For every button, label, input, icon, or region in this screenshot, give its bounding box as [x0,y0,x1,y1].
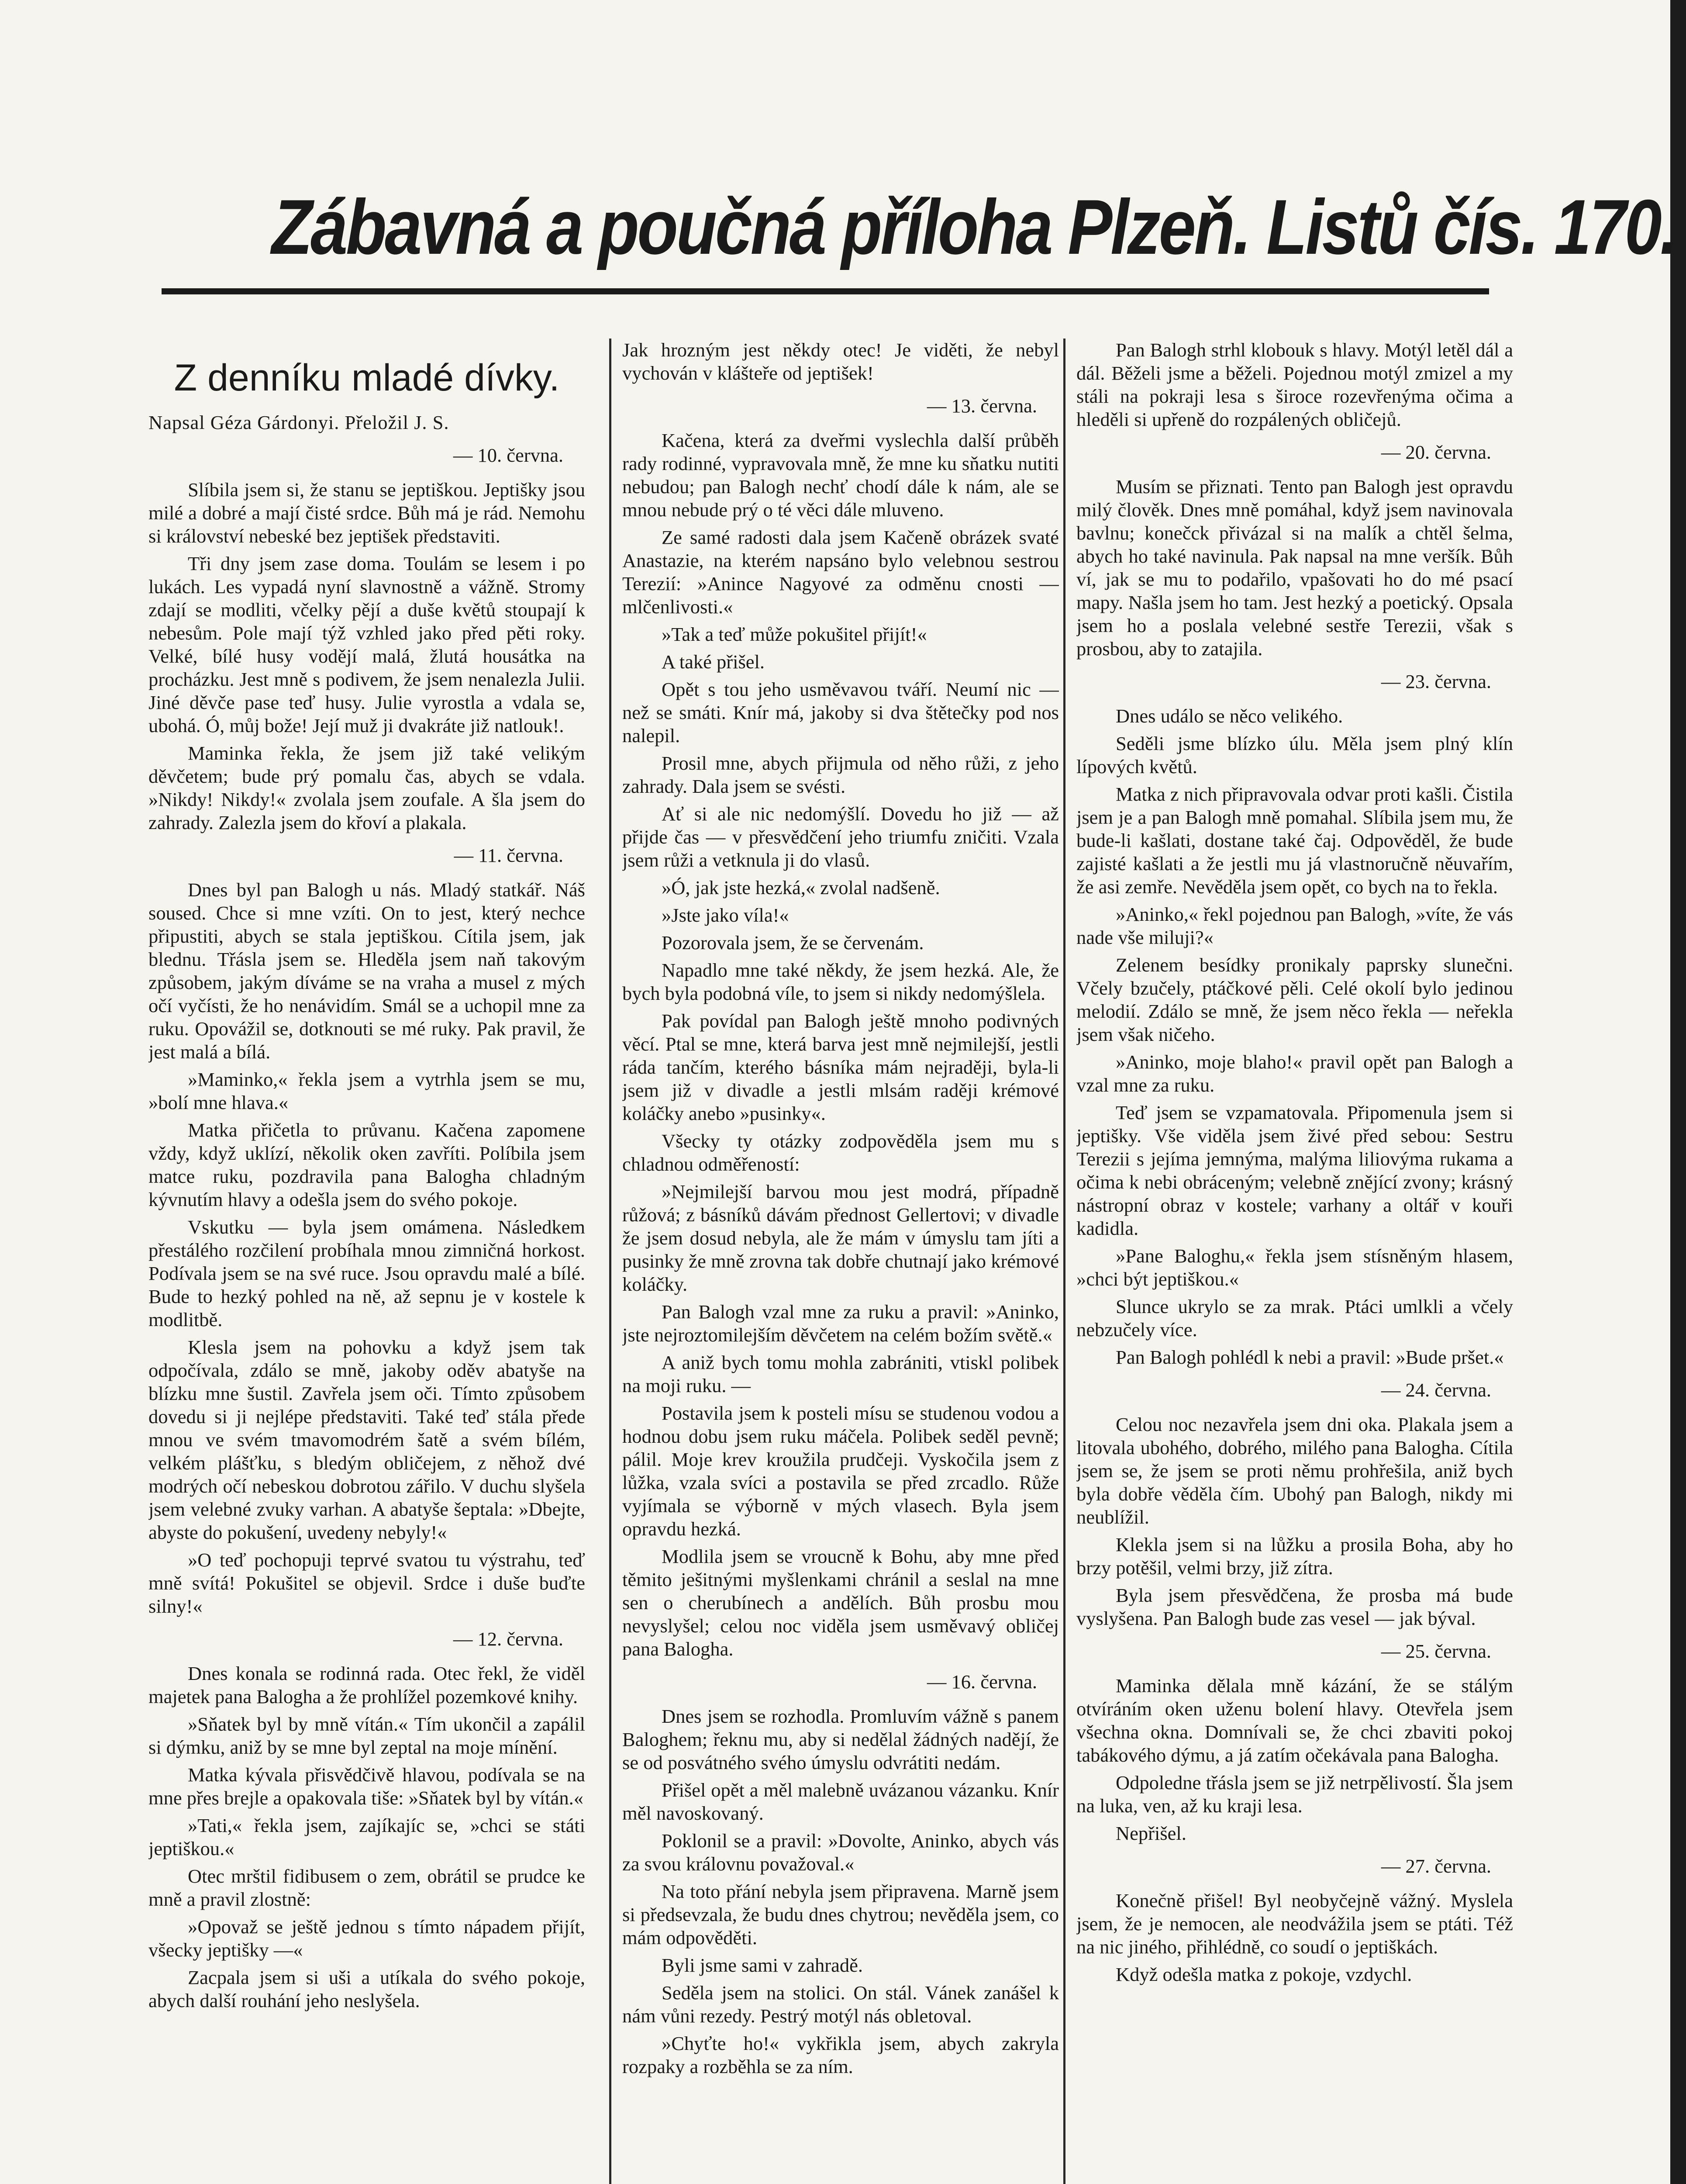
paragraph: Nepřišel. [1116,1822,1186,1844]
paragraph: Všecky ty otázky zodpověděla jsem mu s chladnou odměřeností: [622,1130,1059,1175]
page-edge-shadow [1670,0,1686,2184]
paragraph: Postavila jsem k posteli mísu se studenou vodou a hodnou dobu jsem ruku máčela. Polibek seděl pevně; pálil. Moje krev kroužila prudčeji. Vyskočila jsem z lůžka, vzala svíci a postavila se před zrcadlo. Růže vyjímala se výborně v mých vlasech. Byla jsem opravdu hezká. [622,1402,1059,1540]
paragraph: Dnes konala se rodinná rada. Otec řekl, že viděl majetek pana Balogha a že prohlížel pozemkové knihy. [148,1662,585,1707]
paragraph: Dnes jsem se rozhodla. Promluvím vážně s panem Baloghem; řeknu mu, aby si nedělal žádných nadějí, že se od posvátného svého úmyslu odvrátiti nedám. [622,1705,1059,1773]
paragraph: »Aninko,« řekl pojednou pan Balogh, »víte, že vás nade vše miluji?« [1076,903,1513,948]
paragraph: Jak hrozným jest někdy otec! Je viděti, že nebyl vychován v klášteře od jeptišek! [622,339,1059,384]
paragraph: Musím se přiznati. Tento pan Balogh jest opravdu milý člověk. Dnes mně pomáhal, když jsem navinovala bavlnu; konečck přivázal si na malík a chtěl šelma, abych ho také navinula. Pak napsal na mne veršík. Bůh ví, jak se mu to podařilo, vpašovati ho do mé psací mapy. Našla jsem ho tam. Jest hezký a poetický. Opsala jsem ho a poslala velebné sestře Terezii, však s prosbou, aby to zatajila. [1076,476,1513,660]
paragraph: Matka kývala přisvědčivě hlavou, podívala se na mne přes brejle a opakovala tiše: »Sňatek byl by vítán.« [148,1764,585,1809]
paragraph: Napadlo mne také někdy, že jsem hezká. Ale, že bych byla podobná víle, to jsem si nikdy nedomýšlela. [622,959,1059,1004]
column-divider [1063,339,1065,2184]
paragraph: Vskutku — byla jsem omámena. Následkem přestálého rozčilení probíhala mnou zimničná horkost. Podívala jsem se na své ruce. Jsou opravdu malé a bílé. Bude to hezký pohled na ně, až sepnu je v kostele k modlitbě. [148,1216,585,1330]
paragraph: »Maminko,« řekla jsem a vytrhla jsem se mu, »bolí mne hlava.« [148,1068,585,1113]
paragraph: Seděla jsem na stolici. On stál. Vánek zanášel k nám vůni rezedy. Pestrý motýl nás obletoval. [622,1982,1059,2027]
paragraph: »Pane Baloghu,« řekla jsem stísněným hlasem, »chci být jeptiškou.« [1076,1245,1513,1290]
paragraph: Byla jsem přesvědčena, že prosba má bude vyslyšena. Pan Balogh bude zas vesel — jak býval. [1076,1584,1513,1629]
paragraph: »Aninko, moje blaho!« pravil opět pan Balogh a vzal mne za ruku. [1076,1051,1513,1096]
column-divider [609,339,611,2184]
paragraph: A také přišel. [662,651,765,673]
paragraph: Matka z nich připravovala odvar proti kašli. Čistila jsem je a pan Balogh mně pomahal. Slíbila jsem mu, že bude-li kašlati, dostane také čaj. Odpověděl, že bude zajisté kašlati a že jestli mu já vlastnoručně něuvařím, že asi zemře. Nevěděla jsem opět, co bych na to řekla. [1076,783,1513,898]
paragraph: Na toto přání nebyla jsem připravena. Marně jsem si předsevzala, že budu dnes chytrou; nevěděla jsem, co mám odpověděti. [622,1880,1059,1949]
paragraph: Pozorovala jsem, že se červenám. [662,932,924,954]
paragraph: »Tak a teď může pokušitel přijít!« [662,623,927,645]
paragraph: Prosil mne, abych přijmula od něho růži, z jeho zahrady. Dala jsem se svésti. [622,752,1059,797]
column-1-text [148,444,585,2012]
paragraph: Když odešla matka z pokoje, vzdychl. [1116,1963,1412,1985]
paragraph: »Jste jako víla!« [662,904,789,926]
paragraph: Poklonil se a pravil: »Dovolte, Aninko, abych vás za svou královnu považoval.« [622,1830,1059,1875]
paragraph: Přišel opět a měl malebně uvázanou vázanku. Knír měl navoskovaný. [622,1779,1059,1824]
paragraph: Slíbila jsem si, že stanu se jeptiškou. Jeptišky jsou milé a dobré a mají čisté srdce. Bůh má je rád. Nemohu si království nebeské bez jeptišek představiti. [148,479,585,547]
column-2-text [622,339,1059,2078]
masthead [157,173,1677,290]
paragraph: Dnes byl pan Balogh u nás. Mladý statkář. Náš soused. Chce si mne vzíti. On to jest, který nechce připustiti, abych se stala jeptiškou. Cítila jsem, jak blednu. Třásla jsem se. Hleděla jsem naň takovým způsobem, jakým díváme se na vraha a musel z mých očí vyčísti, že ho nenávidím. Smál se a uchopil mne za ruku. Opovážil se, dotknouti se mé ruky. Pak pravil, že jest malá a bílá. [148,879,585,1063]
diary-date: — 25. června. [1381,1640,1491,1662]
column-3-text [1076,339,1513,1986]
paragraph: Opět s tou jeho usměvavou tváří. Neumí nic — než se smáti. Knír má, jakoby si dva štětečky pod nos nalepil. [622,678,1059,746]
paragraph: Maminka řekla, že jsem již také velikým děvčetem; bude prý pomalu čas, abych se vdala. »Nikdy! Nikdy!« zvolala jsem zoufale. A šla jsem do zahrady. Zalezla jsem do křoví a plakala. [148,742,585,833]
paragraph: Seděli jsme blízko úlu. Měla jsem plný klín lípových květů. [1076,733,1513,778]
paragraph: Zacpala jsem si uši a utíkala do svého pokoje, abych další rouhání jeho neslyšela. [148,1966,585,2011]
paragraph: »Nejmilejší barvou mou jest modrá, případně růžová; z básníků dávám přednost Gellertovi; v divadle že jsem dosud nebyla, ale že mám v úmyslu tam jíti a pusinky že mně zrovna tak dobře chutnají jako krémové koláčky. [622,1181,1059,1295]
paragraph: Tři dny jsem zase doma. Toulám se lesem i po lukách. Les vypadá nyní slavnostně a vážně. Stromy zdají se modliti, včelky pějí a duše květů stoupají k nebesům. Pole mají týž vzhled jako před pěti roky. Velké, bílé husy vodějí malá, žlutá housátka na procházku. Jest mně s podivem, že jsem nenalezla Julii. Jiné děvče pase teď husy. Julie vyrostla a vdala se, ubohá. Ó, můj bože! Její muž ji dvakráte již natlouk!. [148,553,585,736]
column-3 [1076,339,1513,2184]
story-title: Z denníku mladé dívky. [174,357,560,399]
diary-date: — 11. června. [454,844,563,866]
paragraph: »O teď pochopuji teprvé svatou tu výstrahu, teď mně svítá! Pokušitel se objevil. Srdce i duše buďte silny!« [148,1549,585,1617]
paragraph: Klekla jsem si na lůžku a prosila Boha, aby ho brzy potěšil, velmi brzy, již zítra. [1076,1534,1513,1579]
paragraph: Kačena, která za dveřmi vyslechla další průběh rady rodinné, vypravovala mně, že mne ku sňatku nutiti nebudou; pan Balogh nechť chodí dále k nám, ale se mnou nebude prý o té věci dále mluveno. [622,429,1059,521]
diary-date: — 27. června. [1381,1855,1491,1877]
paragraph: Matka přičetla to průvanu. Kačena zapomene vždy, když uklízí, několik oken zavříti. Políbila jsem matce ruku, pozdravila pana Balogha chladným kývnutím hlavy a odešla jsem do svého pokoje. [148,1119,585,1210]
diary-date: — 23. června. [1381,670,1491,692]
paragraph: »Tati,« řekla jsem, zajíkajíc se, »chci se státi jeptiškou.« [148,1814,585,1859]
diary-date: — 16. června. [927,1671,1037,1693]
paragraph: A aniž bych tomu mohla zabrániti, vtiskl polibek na moji ruku. — [622,1351,1059,1396]
paragraph: Konečně přišel! Byl neobyčejně vážný. Myslela jsem, že je nemocen, ale neodvážila jsem se ptáti. Též na nic jiného, přihlédně, co soudí o jeptiškách. [1076,1890,1513,1958]
paragraph: Modlila jsem se vroucně k Bohu, aby mne před těmito ješitnými myšlenkami chránil a seslal na mne sen o cherubínech a andělích. Bůh prosbu mou nevyslyšel; celou noc viděla jsem usměvavý obličej pana Balogha. [622,1545,1059,1660]
paragraph: Pan Balogh strhl klobouk s hlavy. Motýl letěl dál a dál. Běželi jsme a běželi. Pojednou motýl zmizel a my stáli na pokraji lesa s široce rozevřenýma očima a hleděli si upřeně do rozpálených obličejů. [1076,339,1513,430]
diary-date: — 24. června. [1381,1379,1491,1401]
paragraph: »Opovaž se ještě jednou s tímto nápadem přijít, všecky jeptišky —« [148,1916,585,1961]
diary-date: — 10. června. [453,444,563,466]
diary-date: — 13. června. [927,395,1037,417]
column-1 [148,339,585,2184]
paragraph: Otec mrštil fidibusem o zem, obrátil se prudce ke mně a pravil zlostně: [148,1865,585,1910]
paragraph: Dnes událo se něco velikého. [1116,705,1343,727]
diary-date: — 20. června. [1381,441,1491,463]
diary-date: — 12. června. [453,1628,563,1650]
paragraph: Klesla jsem na pohovku a když jsem tak odpočívala, zdálo se mně, jakoby oděv abatyše na blízku mne šustil. Zavřela jsem oči. Tímto způsobem dovedu si ji nejlépe představiti. Také teď stála přede mnou ve svém tmavomodrém šatě a svém bílém, velkém plášťku, s bledým obličejem, z něhož dvé modrých očí nebeskou dobrotou zářilo. V duchu slyšela jsem velebné zvuky varhan. A abatyše šeptala: »Dbejte, abyste do pokušení, uvedeny nebyly!« [148,1336,585,1543]
paragraph: Slunce ukrylo se za mrak. Ptáci umlkli a včely nebzučely více. [1076,1296,1513,1341]
column-2 [622,339,1059,2184]
byline: Napsal Géza Gárdonyi. Přeložil J. S. [148,411,449,433]
paragraph: Odpoledne třásla jsem se již netrpělivostí. Šla jsem na luka, ven, až ku kraji lesa. [1076,1772,1513,1817]
paragraph: Teď jsem se vzpamatovala. Připomenula jsem si jeptišky. Vše viděla jsem živé před sebou: Sestru Terezii s jejíma jemnýma, malýma liliovýma rukama a očima k nebi obráceným; velebně znějící zvony; krásný nástropní obraz v kostele; varhany a oltář v kouři kadidla. [1076,1102,1513,1239]
paragraph: Pan Balogh pohlédl k nebi a pravil: »Bude pršet.« [1116,1346,1504,1368]
paragraph: Pan Balogh vzal mne za ruku a pravil: »Aninko, jste nejroztomilejším děvčetem na celém božím světě.« [622,1301,1059,1346]
masthead-rule [162,288,1489,294]
paragraph: Celou noc nezavřela jsem dni oka. Plakala jsem a litovala ubohého, dobrého, milého pana Balogha. Cítila jsem se, že jsem se proti němu prohřešila, aniž bych byla dobře věděla čím. Ubohý pan Balogh, nikdy mi neublížil. [1076,1413,1513,1528]
paragraph: »Ó, jak jste hezká,« zvolal nadšeně. [662,877,940,898]
paragraph: Maminka dělala mně kázání, že se stálým otvíráním oken uženu bolení hlavy. Otevřela jsem všechna okna. Domnívali se, že chci zbaviti pokoj tabákového dýmu, a já zatím očekávala pana Balogha. [1076,1675,1513,1766]
paragraph: Zelenem besídky pronikaly paprsky slunečni. Včely bzučely, ptáčkové pěli. Celé okolí bylo jedinou melodií. Zdálo se mně, že jsem něco řekla — neřekla jsem však ničeho. [1076,954,1513,1045]
supplement-title: Zábavná a poučná příloha Plzeň. Listů čís. 170. [271,183,1677,270]
paragraph: »Sňatek byl by mně vítán.« Tím ukončil a zapálil si dýmku, aniž by se mne byl zeptal na moje mínění. [148,1713,585,1758]
paragraph: »Chyťte ho!« vykřikla jsem, abych zakryla rozpaky a rozběhla se za ním. [622,2032,1059,2077]
paragraph: Pak povídal pan Balogh ještě mnoho podivných věcí. Ptal se mne, která barva jest mně nejmilejší, jestli ráda tančím, kterého básníka mám nejraději, byla-li jsem již v divadle a jestli mlsám raději krémové koláčky anebo »pusinky«. [622,1010,1059,1124]
paragraph: Byli jsme sami v zahradě. [662,1954,863,1976]
paragraph: Ať si ale nic nedomýšlí. Dovedu ho již — až přijde čas — v přesvědčení jeho triumfu zničiti. Vzala jsem růži a vetknula ji do vlasů. [622,803,1059,871]
paragraph: Ze samé radosti dala jsem Kačeně obrázek svaté Anastazie, na kterém napsáno bylo velebnou sestrou Terezií: »Anince Nagyové za odměnu cnosti — mlčenlivosti.« [622,526,1059,618]
